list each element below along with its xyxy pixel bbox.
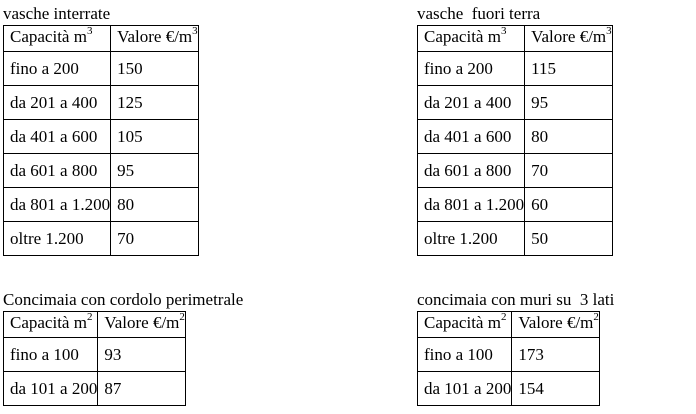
value-cell: 173 bbox=[512, 338, 600, 372]
capacity-cell: da 101 a 200 bbox=[4, 372, 98, 406]
capacity-cell: da 201 a 400 bbox=[418, 86, 525, 120]
table-header-row bbox=[418, 26, 613, 52]
table-row bbox=[4, 222, 199, 256]
table-row bbox=[418, 120, 613, 154]
capacity-cell: fino a 200 bbox=[418, 52, 525, 86]
value-cell: 80 bbox=[111, 188, 199, 222]
price-table bbox=[3, 311, 186, 406]
header-value: Valore $€/m^2$ bbox=[98, 312, 186, 338]
header-capacity: Capacità $m^2$ bbox=[4, 312, 98, 338]
capacity-cell: da 601 a 800 bbox=[4, 154, 111, 188]
header-capacity: Capacità $m^3$ bbox=[418, 26, 525, 52]
table-row bbox=[4, 120, 199, 154]
table-header-row bbox=[418, 312, 600, 338]
table-row bbox=[418, 154, 613, 188]
header-capacity: Capacità $m^2$ bbox=[418, 312, 512, 338]
capacity-cell: da 101 a 200 bbox=[418, 372, 512, 406]
value-cell: 95 bbox=[525, 86, 613, 120]
capacity-cell: oltre 1.200 bbox=[418, 222, 525, 256]
capacity-cell: fino a 200 bbox=[4, 52, 111, 86]
table-row bbox=[418, 372, 600, 406]
value-cell: 125 bbox=[111, 86, 199, 120]
capacity-cell: fino a 100 bbox=[4, 338, 98, 372]
table-caption: Concimaia con cordolo perimetrale bbox=[3, 290, 244, 309]
value-cell: 150 bbox=[111, 52, 199, 86]
value-cell: 87 bbox=[98, 372, 186, 406]
table-header-row bbox=[4, 26, 199, 52]
price-table bbox=[417, 25, 613, 256]
price-table bbox=[3, 25, 199, 256]
table-caption: vasche fuori terra bbox=[417, 4, 541, 23]
capacity-cell: da 201 a 400 bbox=[4, 86, 111, 120]
capacity-cell: fino a 100 bbox=[418, 338, 512, 372]
header-value: Valore $€/m^2$ bbox=[512, 312, 600, 338]
table-row bbox=[418, 222, 613, 256]
header-capacity: Capacità $m^3$ bbox=[4, 26, 111, 52]
value-cell: 70 bbox=[525, 154, 613, 188]
value-cell: 105 bbox=[111, 120, 199, 154]
capacity-cell: da 401 a 600 bbox=[418, 120, 525, 154]
header-value: Valore $€/m^3$ bbox=[111, 26, 199, 52]
capacity-cell: da 401 a 600 bbox=[4, 120, 111, 154]
value-cell: 70 bbox=[111, 222, 199, 256]
table-row bbox=[418, 338, 600, 372]
table-row bbox=[4, 338, 186, 372]
price-table bbox=[417, 311, 600, 406]
table-row bbox=[418, 52, 613, 86]
value-cell: 95 bbox=[111, 154, 199, 188]
value-cell: 50 bbox=[525, 222, 613, 256]
table-row bbox=[4, 154, 199, 188]
table-row bbox=[418, 86, 613, 120]
value-cell: 60 bbox=[525, 188, 613, 222]
value-cell: 154 bbox=[512, 372, 600, 406]
table-caption: vasche interrate bbox=[3, 4, 111, 23]
value-cell: 80 bbox=[525, 120, 613, 154]
table-row bbox=[4, 52, 199, 86]
value-cell: 93 bbox=[98, 338, 186, 372]
table-row bbox=[4, 86, 199, 120]
header-value: Valore $€/m^3$ bbox=[525, 26, 613, 52]
capacity-cell: oltre 1.200 bbox=[4, 222, 111, 256]
table-row bbox=[418, 188, 613, 222]
table-caption: concimaia con muri su 3 lati bbox=[417, 290, 615, 309]
capacity-cell: da 601 a 800 bbox=[418, 154, 525, 188]
capacity-cell: da 801 a 1.200 bbox=[418, 188, 525, 222]
table-row bbox=[4, 188, 199, 222]
table-header-row bbox=[4, 312, 186, 338]
table-row bbox=[4, 372, 186, 406]
value-cell: 115 bbox=[525, 52, 613, 86]
capacity-cell: da 801 a 1.200 bbox=[4, 188, 111, 222]
